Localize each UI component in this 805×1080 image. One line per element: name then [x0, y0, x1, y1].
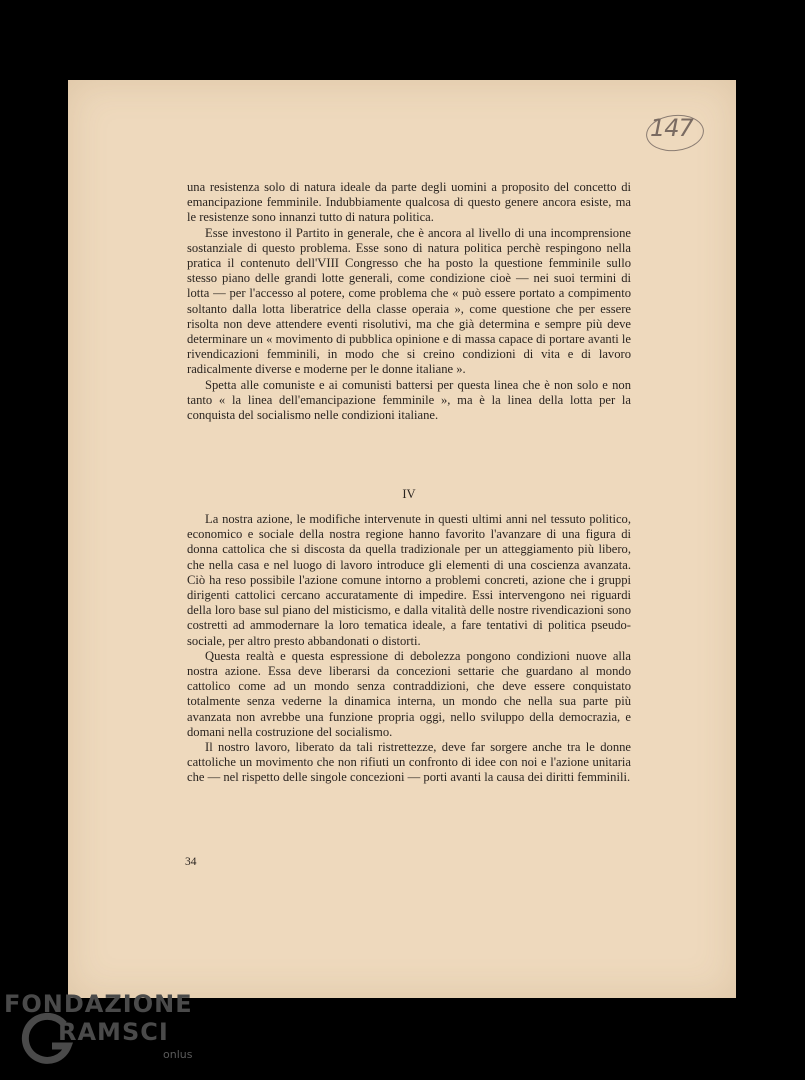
section-heading: IV [402, 487, 416, 501]
body-text-part1 [187, 180, 631, 423]
logo-line1: FONDAZIONE [4, 990, 193, 1018]
body-text-part2 [187, 512, 631, 786]
paragraph: Spetta alle comuniste e ai comunisti battersi per questa linea che è non solo e non tanto « la linea dell'emancipazione femminile », ma è la linea della lotta per la conquista del socialismo nelle condizioni italiane. [187, 377, 631, 423]
paragraph: Il nostro lavoro, liberato da tali ristrettezze, deve far sorgere anche tra le donne cattoliche un movimento che non rifiuti un confronto di idee con noi e l'azione unitaria che — nel rispetto delle singole concezioni — porti avanti la causa dei diritti femminili. [187, 740, 631, 785]
fondazione-gramsci-logo [0, 990, 210, 1070]
logo-line2: RAMSCI [58, 1018, 169, 1046]
paragraph: Esse investono il Partito in generale, che è ancora al livello di una incomprensione sostanziale di questo problema. Esse sono di natura politica perchè respingono nella pratica il contenuto dell'VIII Congresso che ha posto la questione femminile sullo stesso piano delle grandi lotte generali, come condizione cioè — nei suoi termini di lotta — per l'accesso al potere, come problema che « può essere portato a compimento soltanto dalla lotta liberatrice della classe operaia », come questione che per essere risolta non deve attendere eventi risolutivi, ma che già determina e sempre più deve determinare un « movimento di pubblica opinione e di massa capace di portare avanti le rivendicazioni femminili, in modo che si creino condizioni di vita e di lavoro radicalmente diverse e moderne per le donne italiane ». [187, 225, 631, 377]
logo-subtitle: onlus [163, 1048, 193, 1061]
paragraph: La nostra azione, le modifiche intervenute in questi ultimi anni nel tessuto politico, economico e sociale della nostra regione hanno favorito l'avanzare di una figura di donna cattolica che si discosta da quella tradizionale per un atteggiamento più libero, che nella casa e nel luogo di lavoro introduce gli elementi di una coscienza avanzata. Ciò ha reso possibile l'azione comune intorno a problemi concreti, azione che i gruppi dirigenti cattolici cercano accuratamente di impedire. Essi intervengono nei riguardi della loro base sul piano del misticismo, e dalla vitalità delle nostre rivendicazioni sono costretti ad ammodernare la loro tematica ideale, a fare tentativi di politica pseudo-sociale, per altro presto abbandonati o distorti. [187, 512, 631, 648]
page-number: 34 [185, 856, 197, 868]
paragraph: una resistenza solo di natura ideale da parte degli uomini a proposito del concetto di emancipazione femminile. Indubbiamente qualcosa di questo genere ancora esiste, ma le resistenze sono innanzi tutto di natura politica. [187, 180, 631, 225]
paragraph: Questa realtà e questa espressione di debolezza pongono condizioni nuove alla nostra azione. Essa deve liberarsi da concezioni settarie che guardano al mondo cattolico come ad un mondo senza contraddizioni, che deve essere conquistato totalmente senza vederne la dinamica interna, un mondo che nella sua parte più avanzata non avrebbe una funzione propria oggi, nello sviluppo della democrazia, e domani nella costruzione del socialismo. [187, 648, 631, 739]
archive-stamp-number: 147 [650, 114, 693, 142]
